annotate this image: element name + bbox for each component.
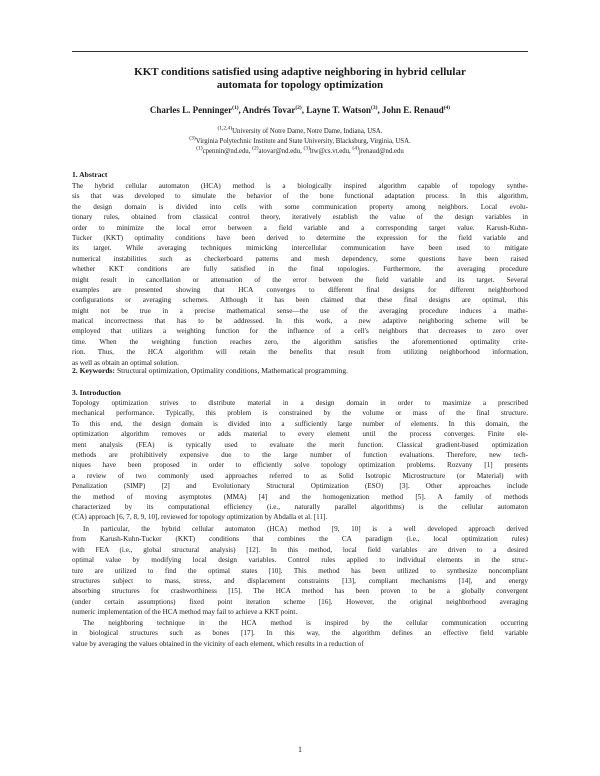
author-mark: (1) <box>232 105 239 111</box>
text-line: methods are prohibitively expensive due to the large number of function evaluations. Therefore, new tech- <box>72 450 528 459</box>
text-line: niques have been proposed in order to efficiently solve topology optimization problems. Rozvany [1] presents <box>72 461 528 470</box>
author-list <box>72 105 528 116</box>
text-line: The neighboring technique in the HCA method is inspired by the cellular communication occurring <box>83 619 528 627</box>
text-line: value by averaging the values obtained in the vicinity of each element, which results in a reduction of <box>72 639 364 648</box>
text-line: tionary rules, obtained from classical control theory, iteratively establish the value of the design variables in <box>72 213 528 222</box>
keywords-text: Structural optimization, Optimality conditions, Mathematical programming. <box>116 366 349 375</box>
text-line: examples are presented showing that HCA converges to different final designs for different neighborhood <box>72 285 528 294</box>
abstract-body <box>72 181 528 368</box>
text-line: might not be true in a precise mathematical sense—the use of the averaging procedure induces a mathe- <box>72 306 528 315</box>
author-mark: (4) <box>443 105 451 111</box>
text-line: structures subject to mass, stress, and displacement constraints [13], compliant mechanisms [14], and energy <box>72 576 528 585</box>
affiliation-1 <box>72 127 528 136</box>
text-line: matical incorrectness that has to be addressed. In this work, a new adaptive neighboring scheme will be <box>72 317 528 326</box>
text-line: the method of moving asymptotes (MMA) [4] and the homogenization method [5]. A family of methods <box>72 492 528 501</box>
text-line: a review of two commonly used approaches referred to as Solid Isotropic Microstructure (or Material) with <box>72 471 528 480</box>
text-line: The hybrid cellular automaton (HCA) method is a biologically inspired algorithm capable of topology synthe- <box>72 182 528 190</box>
text-line: sis that was developed to simulate the behavior of the bone functional adaptation process. In this algorithm, <box>72 192 528 201</box>
introduction-paragraph-1 <box>72 398 528 523</box>
affiliation-mark: (1,2,4) <box>217 125 233 132</box>
text-line: ture are utilized to find the optimal states [10]. This method has been utilized to synthesize noncompliant <box>72 566 528 575</box>
email-address: ltw@cs.vt.edu, <box>309 148 353 155</box>
text-line: from Karush-Kuhn-Tucker (KKT) conditions that combines the CA paradigm (i.e., local optimization rules) <box>72 535 528 544</box>
email-address: atovar@nd.edu, <box>258 148 304 155</box>
paper-title <box>72 66 528 92</box>
text-line: Topology optimization strives to distribute material in a design domain in order to maximize a prescribed <box>72 399 528 407</box>
keywords <box>72 366 348 376</box>
text-line: (CA) approach [6, 7, 8, 9, 10], reviewed for topology optimization by Abdalla et al. [11]. <box>72 513 328 522</box>
text-line: time. When the weighting function reaches zero, the algorithm satisfies the aforementioned optimality crite- <box>72 337 528 346</box>
title-line-1: KKT conditions satisfied using adaptive neighboring in hybrid cellular <box>134 66 466 78</box>
author-separator: , <box>238 105 243 115</box>
author-mark: (3) <box>371 105 378 111</box>
text-line: whether KKT conditions are fully satisfied in the final topologies. Furthermore, the averaging procedure <box>72 265 528 274</box>
email-mark: (1) <box>196 145 203 152</box>
page-number: 1 <box>298 745 302 754</box>
text-line: Penalization (SIMP) [2] and Evolutionary Structural Optimization (ESO) [3]. Other approaches include <box>72 482 528 491</box>
author-mark: (2) <box>295 105 302 111</box>
text-line: employed that utilizes a weighting function for the influence of a cell's neighbors that decreases to zero over <box>72 327 528 336</box>
affiliation-text: Virginia Polytechnic Institute and State University, Blacksburg, Virginia, USA. <box>195 138 411 145</box>
author-name: Andrés Tovar <box>242 105 296 115</box>
text-line: absorbing structures for crashworthiness [15]. The HCA method has been proven to be a globally convergent <box>72 587 528 596</box>
email-mark: (2) <box>252 145 259 152</box>
keywords-heading: 2. Keywords: <box>72 366 116 375</box>
text-line: To this end, the design domain is divided into a sufficiently large number of elements. In this domain, the <box>72 419 528 428</box>
text-line: its target. While averaging techniques mimicking intercellular communication have been used to mitigate <box>72 244 528 253</box>
email-address: jrenaud@nd.edu <box>358 148 404 155</box>
text-line: mechanical performance. Typically, this problem is constrained by the volume or mass of the final structure. <box>72 409 528 418</box>
text-line: Tucker (KKT) optimality conditions have been derived to determine the expression for the field variable and <box>72 233 528 242</box>
text-line: numeric implementation of the HCA method may fail to achieve a KKT point. <box>72 608 298 617</box>
text-line: optimization algorithm removes or adds material to every element until the process converges. Finite ele- <box>72 430 528 439</box>
text-line: with FEA (i.e., global structural analysis) [12]. In this method, local field variables are driven to a desired <box>72 545 528 554</box>
author-name: Layne T. Watson <box>306 105 372 115</box>
email-mark: (3) <box>303 145 310 152</box>
text-line: ment analysis (FEA) is typically used to evaluate the merit function. Classical gradient-based optimization <box>72 440 528 449</box>
email-mark: (4) <box>352 145 359 152</box>
text-line: characterized by its computational efficiency (i.e., naturally parallel algorithms) is the cellular automaton <box>72 502 528 511</box>
email-address: cpennin@nd.edu, <box>202 148 253 155</box>
affiliation-2 <box>72 137 528 146</box>
text-line: as well as obtain an optimal solution. <box>72 358 179 367</box>
author-name: John E. Renaud <box>381 105 444 115</box>
affiliation-text: University of Notre Dame, Notre Dame, Indiana, USA. <box>232 128 383 135</box>
introduction-heading: 3. Introduction <box>72 388 121 397</box>
text-line: rion. Thus, the HCA algorithm will retain the benefits that result from utilizing neighborhood information, <box>72 348 528 357</box>
top-rule <box>72 51 528 52</box>
text-line: in biological structures such as bones [17]. In this way, the algorithm defines an effective field variable <box>72 629 528 638</box>
text-line: numerical instabilities such as checkerboard patterns and mesh dependency, some questions have been raised <box>72 254 528 263</box>
affiliation-mark: (3) <box>189 135 196 142</box>
text-line: the design domain is divided into cells with some communication property among neighbors. Local evolu- <box>72 202 528 211</box>
introduction-paragraph-3 <box>72 618 528 649</box>
author-name: Charles L. Penninger <box>149 105 233 115</box>
text-line: (under certain assumptions) fixed point iteration scheme [16]. However, the original neighborhood averaging <box>72 597 528 606</box>
text-line: optimal value by modifying local design variables. Control rules applied to individual elements in the struc- <box>72 556 528 565</box>
text-line: order to minimize the local error between a field variable and a corresponding target value. Karush-Kuhn- <box>72 223 528 232</box>
text-line: configurations or averaging schemes. Although it has been claimed that these final designs are optimal, this <box>72 296 528 305</box>
author-separator: , <box>377 105 382 115</box>
introduction-paragraph-2 <box>72 524 528 618</box>
abstract-heading: 1. Abstract <box>72 170 108 179</box>
text-line: In particular, the hybrid cellular automaton (HCA) method [9, 10] is a well developed approach derived <box>83 525 528 533</box>
author-emails <box>72 147 528 156</box>
title-line-2: automata for topology optimization <box>216 79 384 91</box>
text-line: might result in cancellation or attenuation of the error between the field variable and its target. Several <box>72 275 528 284</box>
author-separator: , <box>301 105 307 115</box>
